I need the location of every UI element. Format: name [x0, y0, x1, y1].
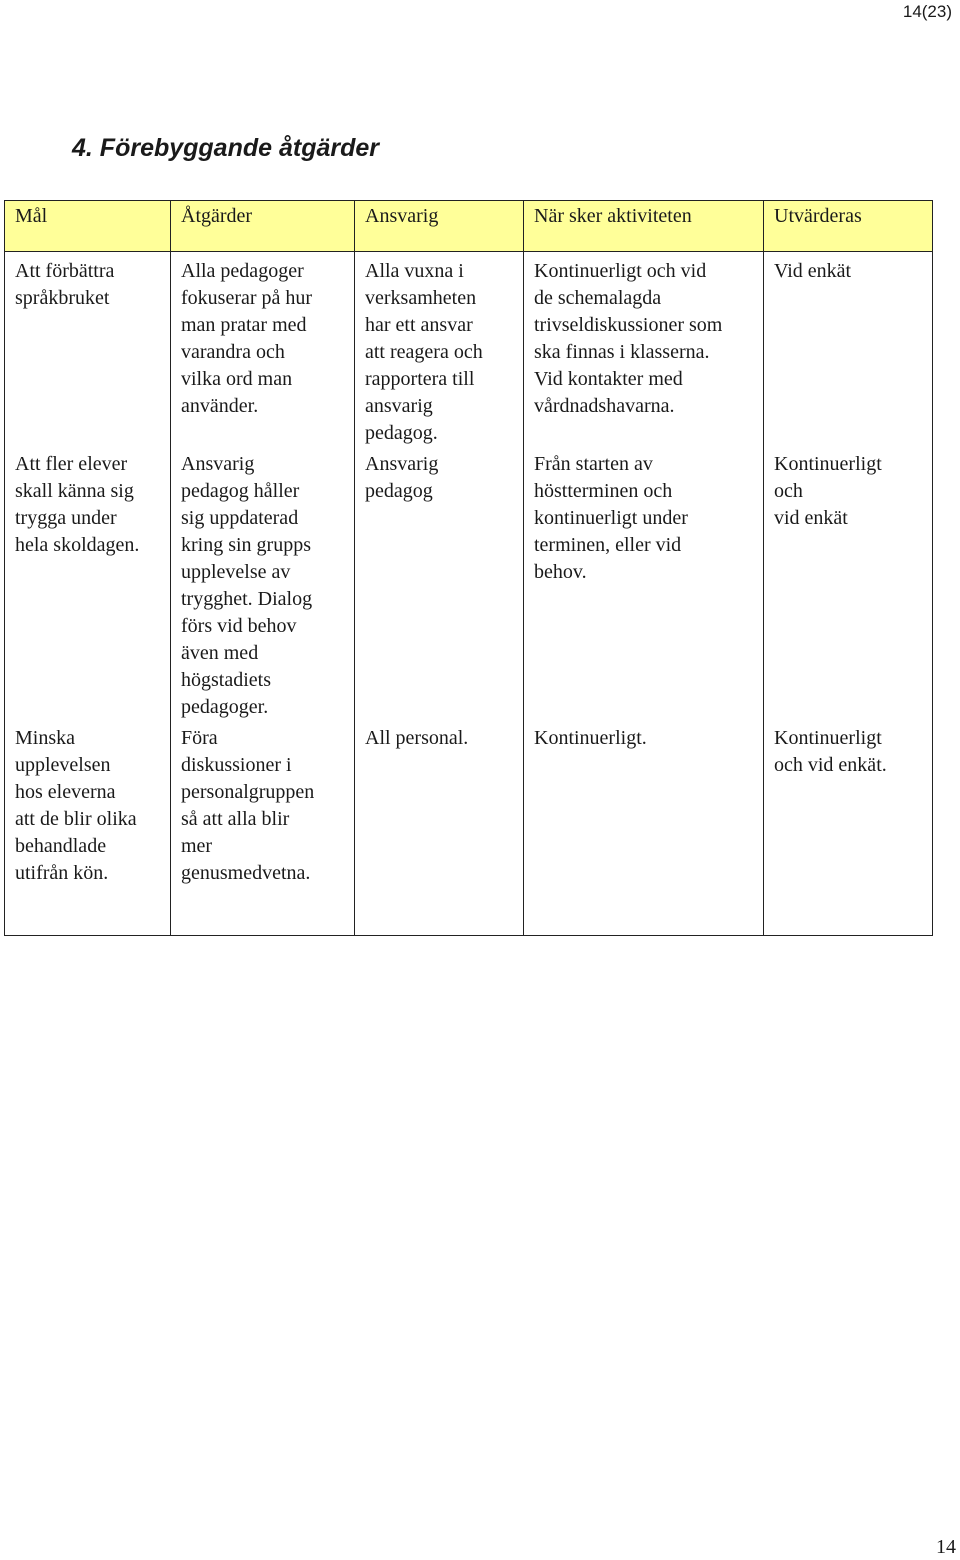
cell-text: Kontinuerligt.: [534, 727, 647, 749]
header-measures: Åtgärder: [171, 201, 355, 252]
table-row: [5, 721, 933, 936]
cell-evaluation: [764, 447, 933, 721]
prevention-measures-table: [4, 200, 933, 936]
cell-when: [524, 252, 764, 448]
cell-text: Kontinuerligt och vid de schemalagda trivseldiskussioner som ska finnas i klasserna. Vid kontakter med vårdnadshavarna.: [534, 260, 723, 417]
cell-text: All personal.: [365, 727, 469, 749]
cell-measures: [171, 447, 355, 721]
cell-text: Vid enkät: [774, 260, 852, 282]
page-number-top: 14(23): [902, 2, 952, 21]
cell-responsible: [355, 721, 524, 936]
header-goal: Mål: [5, 201, 171, 252]
cell-measures: [171, 252, 355, 448]
cell-evaluation: [764, 252, 933, 448]
cell-text: Kontinuerligt och vid enkät: [774, 453, 882, 529]
cell-text: Ansvarig pedagog: [365, 453, 439, 502]
cell-evaluation: [764, 721, 933, 936]
header-row: [5, 201, 933, 252]
cell-when: [524, 447, 764, 721]
table-body: [5, 252, 933, 936]
cell-responsible: [355, 447, 524, 721]
cell-text: Att förbättra språkbruket: [15, 260, 115, 309]
cell-goal: [5, 447, 171, 721]
header-when: När sker aktiviteten: [524, 201, 764, 252]
cell-text: Minska upplevelsen hos eleverna att de blir olika behandlade utifrån kön.: [15, 727, 137, 884]
cell-text: Ansvarig pedagog håller sig uppdaterad kring sin grupps upplevelse av trygghet. Dialog förs vid behov även med högstadiets pedagoger.: [181, 453, 313, 718]
table-row: [5, 252, 933, 448]
cell-text: Att fler elever skall känna sig trygga under hela skoldagen.: [15, 453, 140, 556]
cell-goal: [5, 721, 171, 936]
table-header: [5, 201, 933, 252]
cell-text: Kontinuerligt och vid enkät.: [774, 727, 887, 776]
table-row: [5, 447, 933, 721]
section-heading: 4. Förebyggande åtgärder: [72, 134, 380, 162]
header-evaluation: Utvärderas: [764, 201, 933, 252]
cell-when: [524, 721, 764, 936]
page-number-bottom: 14: [936, 1536, 956, 1558]
cell-text: Alla pedagoger fokuserar på hur man pratar med varandra och vilka ord man använder.: [181, 260, 313, 417]
cell-text: Från starten av höstterminen och kontinuerligt under terminen, eller vid behov.: [534, 453, 688, 583]
cell-goal: [5, 252, 171, 448]
cell-measures: [171, 721, 355, 936]
cell-text: Alla vuxna i verksamheten har ett ansvar att reagera och rapportera till ansvarig pedagog.: [365, 260, 483, 444]
header-responsible: Ansvarig: [355, 201, 524, 252]
cell-text: Föra diskussioner i personalgruppen så att alla blir mer genusmedvetna.: [181, 727, 315, 884]
cell-responsible: [355, 252, 524, 448]
